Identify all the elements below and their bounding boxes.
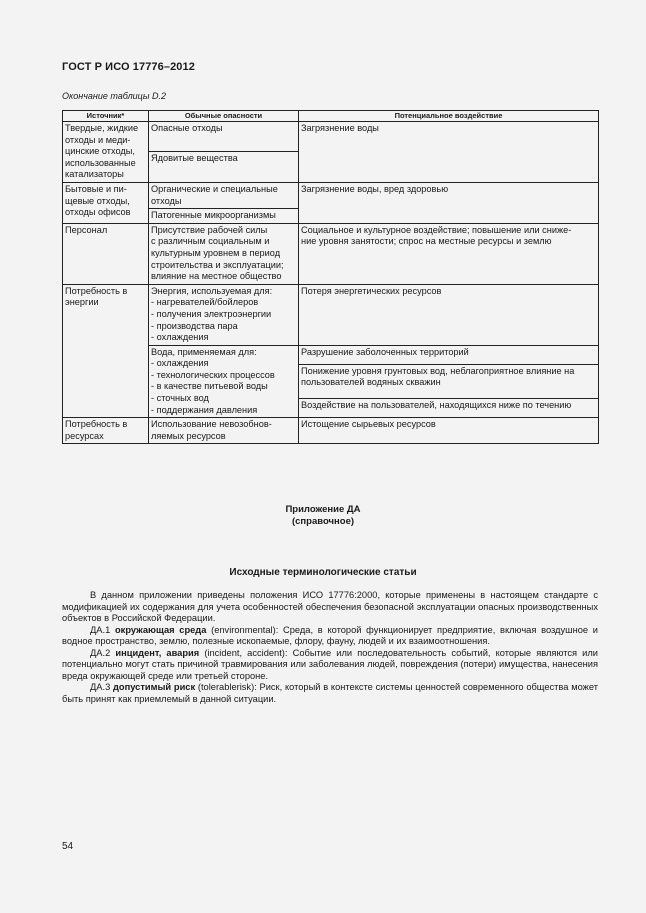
cell-line: Присутствие рабочей силы xyxy=(151,224,268,235)
source-cell xyxy=(63,223,149,284)
hazard-cell xyxy=(149,223,299,284)
cell-line: ляемых ресурсов xyxy=(151,430,226,441)
cell-line: щевые отходы, xyxy=(65,195,130,206)
impact-cell xyxy=(299,284,599,345)
cell-line: Использование невозобнов- xyxy=(151,419,272,430)
term-definition: (tolerablerisk): Риск, который в контексте системы ценностей современного общества может быть принят как приемлемый в данной ситуации. xyxy=(62,682,598,704)
cell-line: цинские отходы, xyxy=(65,146,135,157)
cell-line: Потеря энергетических ресурсов xyxy=(301,285,442,296)
table-row xyxy=(63,418,599,444)
cell-line: Персонал xyxy=(65,224,108,235)
table-row xyxy=(63,284,599,345)
table-row xyxy=(63,223,599,284)
column-header-source: Источник* xyxy=(63,111,149,122)
impact-cell xyxy=(299,399,599,418)
cell-line: ресурсах xyxy=(65,430,104,441)
cell-line: - сточных вод xyxy=(151,393,209,404)
term-number: ДА.2 xyxy=(90,647,111,658)
term-paragraph-2 xyxy=(62,648,598,683)
source-cell xyxy=(63,284,149,418)
cell-line: - поддержания давления xyxy=(151,404,258,415)
cell-line: Истощение сырьевых ресурсов xyxy=(301,419,436,430)
cell-line: Органические и специальные xyxy=(151,183,278,194)
source-cell xyxy=(63,122,149,183)
impact-cell xyxy=(299,223,599,284)
cell-line: Загрязнение воды xyxy=(301,123,379,133)
cell-line: - охлаждения xyxy=(151,358,209,369)
cell-line: Потребность в xyxy=(65,419,128,430)
cell-line: отходы и меди- xyxy=(65,134,131,145)
hazard-cell xyxy=(149,182,299,208)
appendix-title: Приложение ДА xyxy=(285,504,361,515)
cell-line: катализаторы xyxy=(65,169,124,180)
term-definition: (environmental): Среда, в которой функционирует предприятие, включая воздушное и водное пространство, землю, полезные ископаемые, флору, фауну, людей и их взаимоотношения. xyxy=(62,624,598,646)
cell-line: отходы офисов xyxy=(65,207,131,218)
term-name: инцидент, авария xyxy=(115,647,200,658)
hazard-cell xyxy=(149,209,299,224)
cell-line: Опасные отходы xyxy=(151,123,223,133)
cell-line: использованные xyxy=(65,157,136,168)
impact-cell xyxy=(299,182,599,223)
term-name: окружающая среда xyxy=(115,624,207,635)
table-row xyxy=(63,182,599,208)
table-header-row xyxy=(63,111,599,122)
cell-line: энергии xyxy=(65,297,99,308)
cell-line: с различным социальным и xyxy=(151,236,270,247)
term-name: допустимый риск xyxy=(113,682,196,692)
cell-line: влияние на местное общество xyxy=(151,271,282,282)
cell-line: Потребность в xyxy=(65,285,128,296)
cell-line: культурным уровнем в период xyxy=(151,247,281,258)
cell-line: Энергия, используемая для: xyxy=(151,285,273,296)
cell-line: строительства и эксплуатации; xyxy=(151,259,284,270)
cell-line: - технологических процессов xyxy=(151,369,275,380)
cell-line: Бытовые и пи- xyxy=(65,183,127,194)
term-paragraph-3 xyxy=(62,682,598,705)
term-paragraph-1 xyxy=(62,625,598,648)
page-number: 54 xyxy=(62,841,74,852)
table-row xyxy=(63,122,599,152)
hazard-cell xyxy=(149,284,299,345)
section-title: Исходные терминологические статьи xyxy=(229,567,417,578)
intro-paragraph: В данном приложении приведены положения ИСО 17776:2000, которые применены в настоящем стандарте с модификацией их содержания для учета особенностей обеспечения безопасной эксплуатации опасных производственных объектов в Российской Федерации. xyxy=(62,590,598,623)
term-number: ДА.1 xyxy=(90,624,111,635)
impact-cell xyxy=(299,364,599,398)
hazard-cell xyxy=(149,418,299,444)
column-header-impact: Потенциальное воздействие xyxy=(299,111,599,122)
document-header: ГОСТ Р ИСО 17776–2012 xyxy=(62,61,195,73)
hazards-table xyxy=(62,110,599,444)
cell-line: - в качестве питьевой воды xyxy=(151,381,268,392)
cell-line: Разрушение заболоченных территорий xyxy=(301,346,469,357)
source-cell xyxy=(63,182,149,223)
cell-line: - получения электроэнергии xyxy=(151,308,272,319)
table-caption: Окончание таблицы D.2 xyxy=(62,91,166,101)
term-number: ДА.3 xyxy=(90,682,111,692)
appendix-subtitle: (справочное) xyxy=(291,516,355,527)
hazard-cell xyxy=(149,345,299,418)
cell-line: пользователей водяных скважин xyxy=(301,377,441,388)
cell-line: Воздействие на пользователей, находящихся ниже по течению xyxy=(301,400,572,411)
hazard-cell xyxy=(149,152,299,182)
cell-line: Вода, применяемая для: xyxy=(151,346,257,357)
cell-line: Патогенные микроорганизмы xyxy=(151,210,276,221)
term-definition: (incident, accident): Событие или последовательность событий, которые являются или потенциально могут стать причиной травмирования или заболевания людей, повреждения (потери) имущества, нанесения вреда окружающей среде или третьей стороне. xyxy=(62,647,598,681)
cell-line: Твердые, жидкие xyxy=(65,123,139,133)
cell-line: Ядовитые вещества xyxy=(151,153,238,164)
hazard-cell xyxy=(149,122,299,152)
body-text xyxy=(62,590,598,705)
cell-line: ние уровня занятости; спрос на местные ресурсы и землю xyxy=(301,236,552,247)
cell-line: - нагревателей/бойлеров xyxy=(151,297,259,308)
cell-line: - охлаждения xyxy=(151,332,209,343)
source-cell xyxy=(63,418,149,444)
cell-line: Понижение уровня грунтовых вод, неблагоприятное влияние на xyxy=(301,365,575,376)
cell-line: - производства пара xyxy=(151,320,238,331)
impact-cell xyxy=(299,418,599,444)
impact-cell xyxy=(299,345,599,364)
appendix-heading xyxy=(0,504,646,528)
impact-cell xyxy=(299,122,599,183)
cell-line: Социальное и культурное воздействие; повышение или сниже- xyxy=(301,224,572,235)
column-header-hazards: Обычные опасности xyxy=(149,111,299,122)
cell-line: отходы xyxy=(151,195,182,206)
cell-line: Загрязнение воды, вред здоровью xyxy=(301,183,449,194)
